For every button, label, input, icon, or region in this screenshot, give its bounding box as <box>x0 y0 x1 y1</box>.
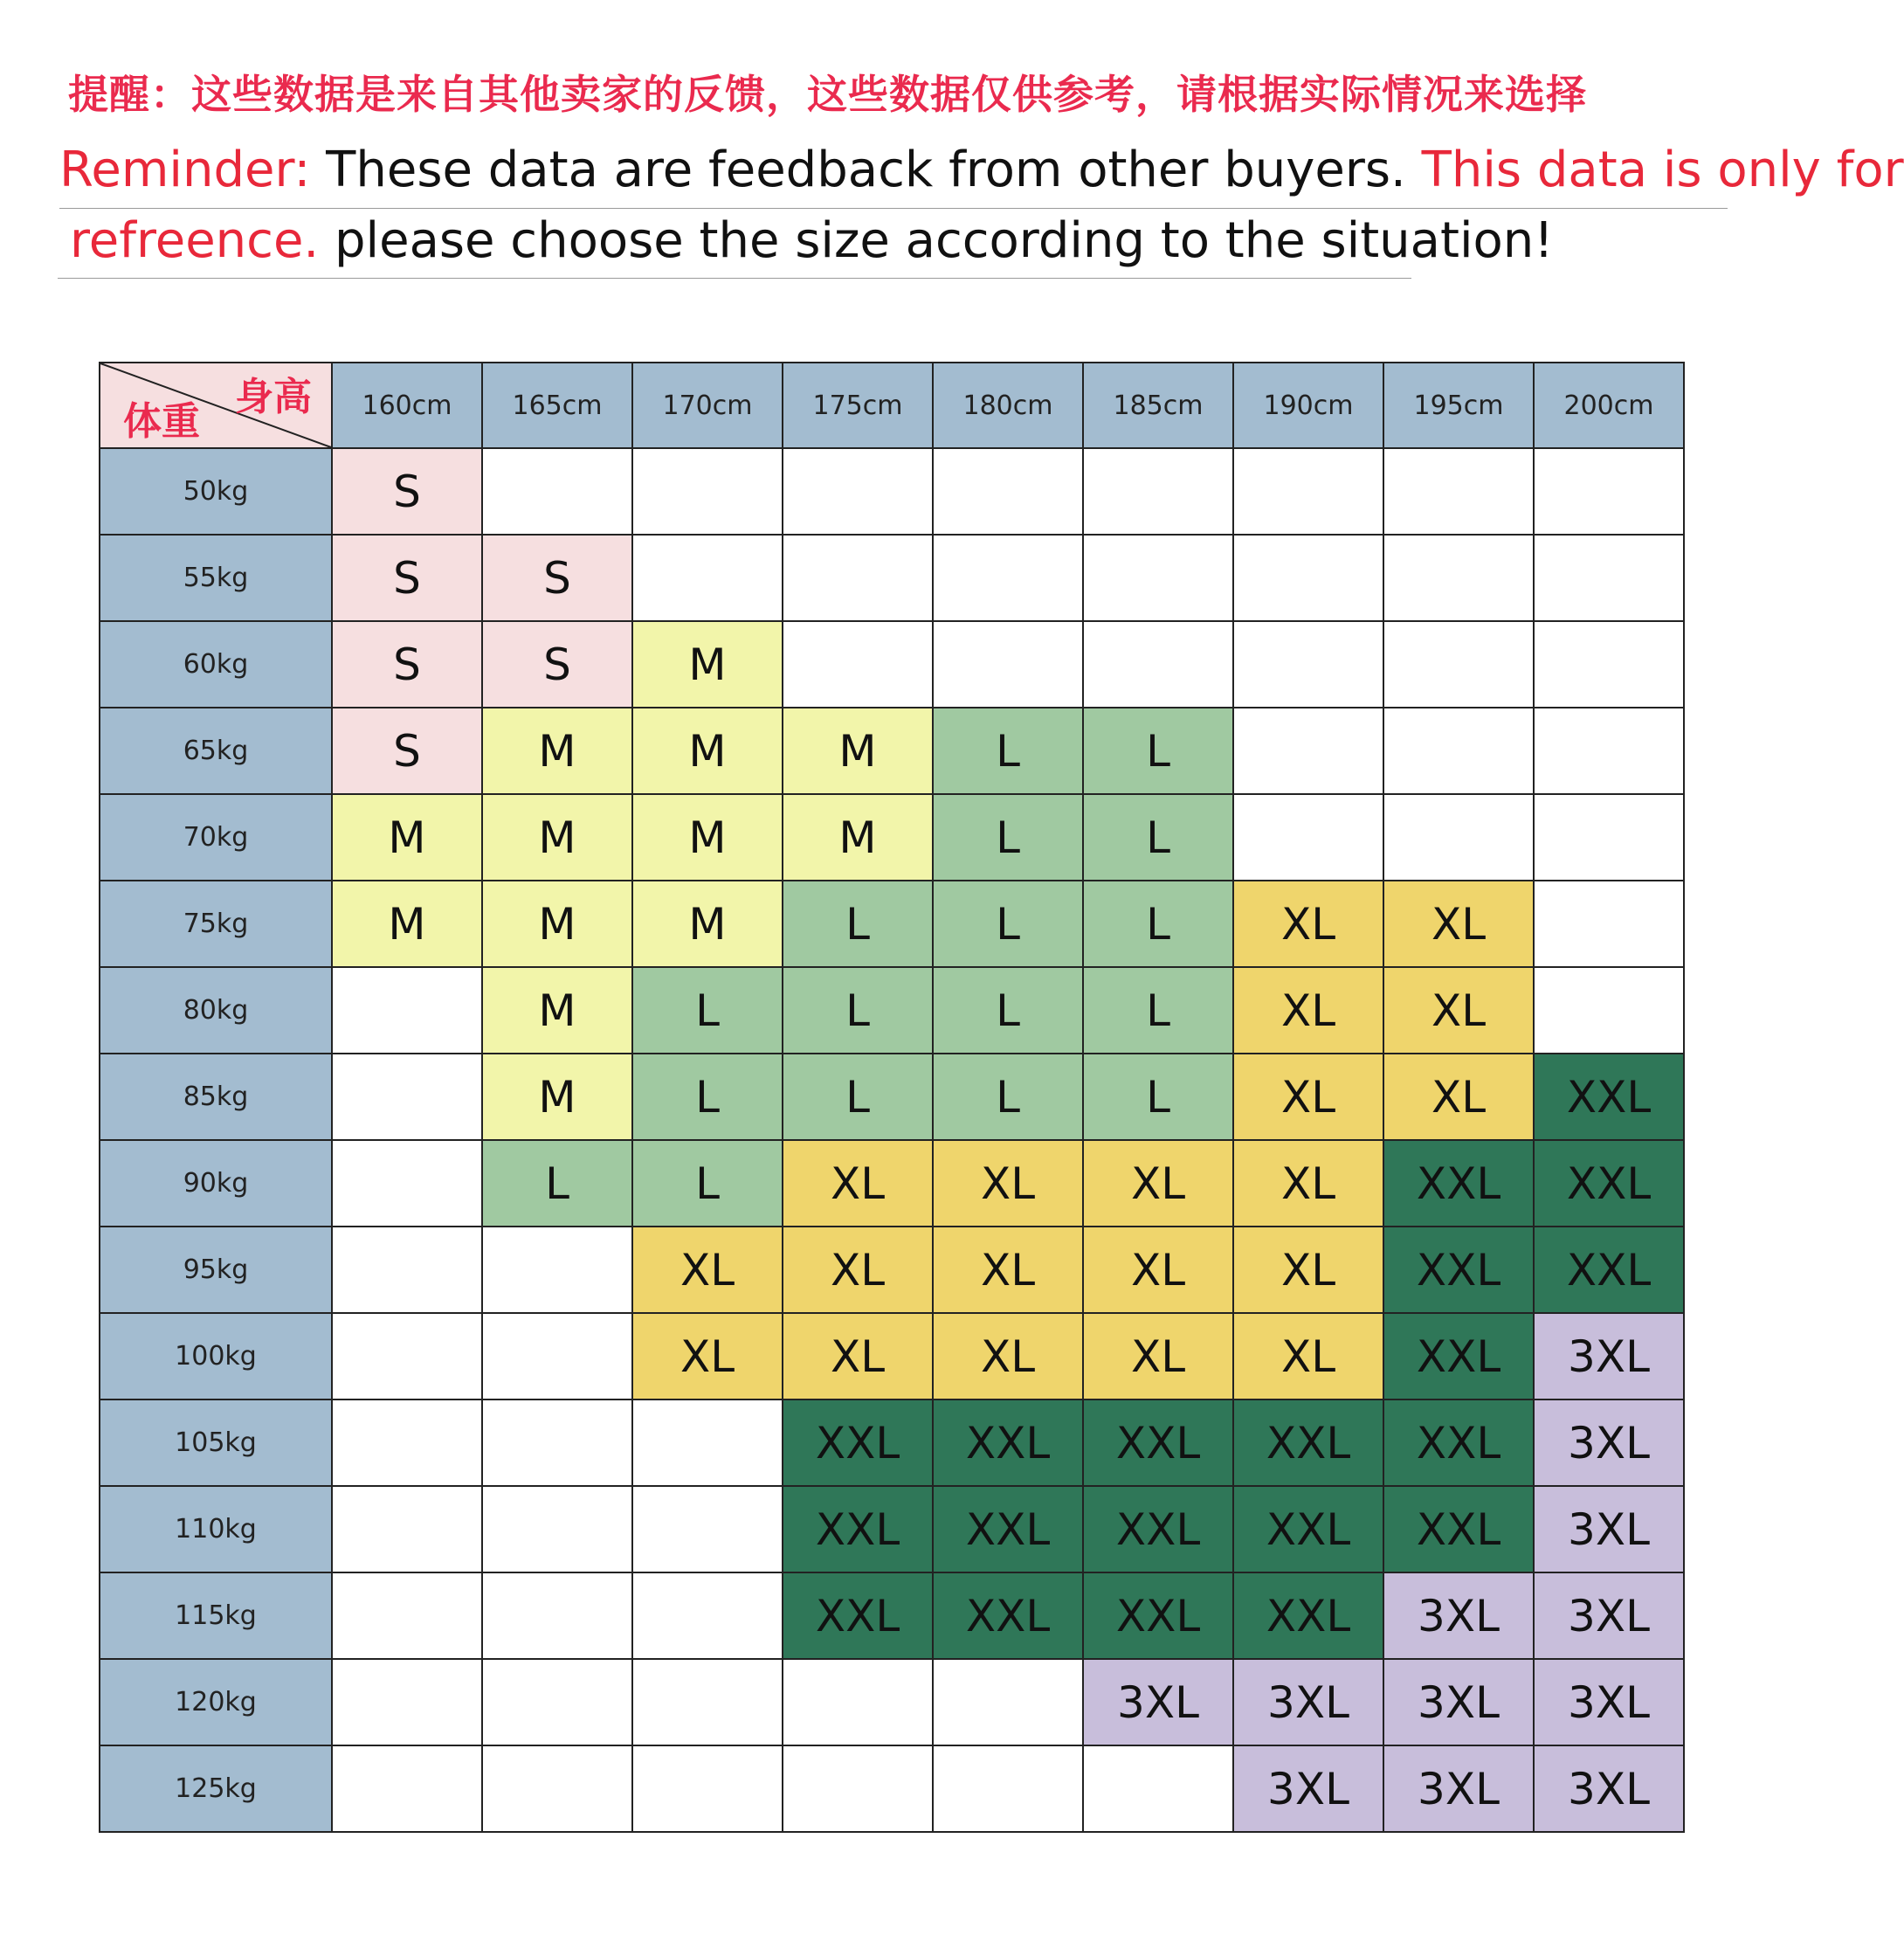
size-cell: 3XL <box>1534 1399 1684 1486</box>
size-cell: L <box>1083 1054 1233 1140</box>
size-cell <box>1083 621 1233 708</box>
size-cell <box>1383 708 1534 794</box>
size-cell <box>1383 621 1534 708</box>
size-cell: XL <box>1233 881 1383 967</box>
weight-label-110kg: 110kg <box>100 1486 332 1572</box>
size-cell: 3XL <box>1383 1572 1534 1659</box>
size-cell: XXL <box>1233 1486 1383 1572</box>
size-cell: S <box>332 535 482 621</box>
size-cell: S <box>332 621 482 708</box>
table-row <box>100 1313 1684 1399</box>
size-cell: XL <box>632 1227 783 1313</box>
height-header-195cm: 195cm <box>1383 363 1534 448</box>
size-cell: XXL <box>933 1572 1083 1659</box>
size-cell <box>1233 708 1383 794</box>
height-header-180cm: 180cm <box>933 363 1083 448</box>
size-cell <box>1233 794 1383 881</box>
size-cell: M <box>482 794 632 881</box>
size-cell: XXL <box>783 1486 933 1572</box>
size-cell <box>632 1399 783 1486</box>
size-cell: XXL <box>1233 1399 1383 1486</box>
table-row <box>100 1399 1684 1486</box>
size-cell <box>783 448 933 535</box>
size-cell: S <box>332 708 482 794</box>
chinese-reminder: 提醒：这些数据是来自其他卖家的反馈，这些数据仅供参考，请根据实际情况来选择 <box>68 71 1587 118</box>
size-cell: S <box>482 535 632 621</box>
size-cell: L <box>783 1054 933 1140</box>
size-cell <box>632 448 783 535</box>
size-cell <box>482 1313 632 1399</box>
size-cell: XXL <box>1233 1572 1383 1659</box>
table-row <box>100 1227 1684 1313</box>
height-header-200cm: 200cm <box>1534 363 1684 448</box>
size-cell <box>632 1572 783 1659</box>
weight-label-65kg: 65kg <box>100 708 332 794</box>
size-cell: L <box>1083 794 1233 881</box>
corner-cell <box>100 363 332 448</box>
height-header-185cm: 185cm <box>1083 363 1233 448</box>
size-cell: XXL <box>1534 1140 1684 1227</box>
size-cell: XXL <box>783 1572 933 1659</box>
size-cell <box>332 1140 482 1227</box>
size-cell: XL <box>783 1313 933 1399</box>
height-header-175cm: 175cm <box>783 363 933 448</box>
size-cell: L <box>783 881 933 967</box>
size-cell: L <box>933 881 1083 967</box>
size-cell: XL <box>1383 967 1534 1054</box>
size-cell: L <box>632 967 783 1054</box>
reminder-line-1 <box>59 142 1904 198</box>
size-cell <box>482 448 632 535</box>
size-cell <box>632 1745 783 1832</box>
reference-note-part2: refreence. <box>70 212 320 269</box>
size-cell: 3XL <box>1534 1659 1684 1745</box>
size-cell: XL <box>1233 1227 1383 1313</box>
size-cell <box>783 621 933 708</box>
reference-note-part1: This data is only for <box>1421 142 1904 198</box>
weight-label-70kg: 70kg <box>100 794 332 881</box>
height-header-190cm: 190cm <box>1233 363 1383 448</box>
size-cell: 3XL <box>1534 1313 1684 1399</box>
size-cell <box>1534 535 1684 621</box>
size-cell: XXL <box>1383 1227 1534 1313</box>
size-cell: M <box>783 794 933 881</box>
table-row <box>100 621 1684 708</box>
underline-1 <box>59 208 1728 209</box>
size-cell: XXL <box>1383 1313 1534 1399</box>
size-cell: M <box>332 881 482 967</box>
size-cell <box>933 621 1083 708</box>
table-row <box>100 1659 1684 1745</box>
size-cell <box>482 1227 632 1313</box>
table-row <box>100 1054 1684 1140</box>
table-row <box>100 448 1684 535</box>
size-cell: S <box>332 448 482 535</box>
size-cell: L <box>1083 967 1233 1054</box>
size-cell <box>1534 448 1684 535</box>
table-row <box>100 881 1684 967</box>
size-cell <box>1083 448 1233 535</box>
size-cell <box>1534 708 1684 794</box>
size-cell <box>332 1745 482 1832</box>
size-cell: M <box>482 881 632 967</box>
size-cell <box>332 967 482 1054</box>
size-cell <box>1534 794 1684 881</box>
size-cell <box>482 1745 632 1832</box>
weight-label-120kg: 120kg <box>100 1659 332 1745</box>
size-cell: M <box>482 967 632 1054</box>
reminder-line-2 <box>70 212 1554 269</box>
size-cell <box>332 1572 482 1659</box>
weight-label-105kg: 105kg <box>100 1399 332 1486</box>
weight-axis-label: 体重 <box>123 399 200 444</box>
size-cell: M <box>632 881 783 967</box>
size-cell <box>482 1486 632 1572</box>
size-cell <box>933 535 1083 621</box>
size-cell: XL <box>783 1227 933 1313</box>
size-cell: XL <box>1383 1054 1534 1140</box>
size-cell: M <box>783 708 933 794</box>
height-header-160cm: 160cm <box>332 363 482 448</box>
size-cell: L <box>482 1140 632 1227</box>
size-cell: XXL <box>1083 1399 1233 1486</box>
size-cell: L <box>632 1054 783 1140</box>
size-cell <box>1233 448 1383 535</box>
size-cell <box>1383 794 1534 881</box>
size-cell <box>1534 881 1684 967</box>
size-cell: S <box>482 621 632 708</box>
table-row <box>100 708 1684 794</box>
size-cell: XL <box>1233 967 1383 1054</box>
size-cell: M <box>482 1054 632 1140</box>
size-cell <box>1383 448 1534 535</box>
size-cell: M <box>632 708 783 794</box>
size-cell: XL <box>933 1140 1083 1227</box>
size-cell: XL <box>1083 1227 1233 1313</box>
size-cell: 3XL <box>1383 1745 1534 1832</box>
size-cell: XL <box>632 1313 783 1399</box>
size-cell: M <box>332 794 482 881</box>
size-cell <box>783 1745 933 1832</box>
size-cell <box>332 1659 482 1745</box>
size-cell: XXL <box>1383 1399 1534 1486</box>
size-cell: 3XL <box>1233 1659 1383 1745</box>
size-cell: XXL <box>1383 1140 1534 1227</box>
size-cell: XL <box>1083 1140 1233 1227</box>
size-cell <box>632 1486 783 1572</box>
size-cell <box>933 1745 1083 1832</box>
size-cell: M <box>632 794 783 881</box>
size-chart-table <box>99 362 1685 1833</box>
weight-label-85kg: 85kg <box>100 1054 332 1140</box>
size-cell <box>783 1659 933 1745</box>
size-cell: 3XL <box>1233 1745 1383 1832</box>
weight-label-100kg: 100kg <box>100 1313 332 1399</box>
size-cell: L <box>1083 708 1233 794</box>
size-cell: XL <box>1233 1140 1383 1227</box>
size-cell: XXL <box>1083 1572 1233 1659</box>
size-cell: 3XL <box>1534 1745 1684 1832</box>
size-cell: M <box>632 621 783 708</box>
size-cell: L <box>783 967 933 1054</box>
size-cell <box>1233 621 1383 708</box>
size-cell <box>933 1659 1083 1745</box>
table-row <box>100 535 1684 621</box>
size-chart-body <box>100 448 1684 1832</box>
weight-label-55kg: 55kg <box>100 535 332 621</box>
reminder-text: These data are feedback from other buyers. <box>310 142 1422 198</box>
table-row <box>100 1140 1684 1227</box>
size-cell: XXL <box>933 1399 1083 1486</box>
size-cell: L <box>632 1140 783 1227</box>
underline-2 <box>58 278 1411 279</box>
size-cell <box>783 535 933 621</box>
size-cell: XL <box>783 1140 933 1227</box>
size-cell <box>1083 1745 1233 1832</box>
size-cell <box>632 535 783 621</box>
size-cell: XL <box>1233 1313 1383 1399</box>
size-cell: XXL <box>933 1486 1083 1572</box>
height-axis-label: 身高 <box>235 375 312 419</box>
size-cell <box>332 1486 482 1572</box>
size-cell <box>482 1572 632 1659</box>
size-cell: 3XL <box>1534 1572 1684 1659</box>
weight-label-125kg: 125kg <box>100 1745 332 1832</box>
size-cell <box>482 1399 632 1486</box>
size-cell: L <box>933 708 1083 794</box>
size-cell <box>332 1054 482 1140</box>
table-row <box>100 1745 1684 1832</box>
height-header-165cm: 165cm <box>482 363 632 448</box>
size-cell: 3XL <box>1534 1486 1684 1572</box>
size-cell: XL <box>1083 1313 1233 1399</box>
weight-label-50kg: 50kg <box>100 448 332 535</box>
size-cell: XL <box>1233 1054 1383 1140</box>
size-cell: L <box>1083 881 1233 967</box>
size-cell <box>1083 535 1233 621</box>
size-cell: 3XL <box>1083 1659 1233 1745</box>
size-cell <box>1534 621 1684 708</box>
size-cell: XXL <box>1083 1486 1233 1572</box>
table-row <box>100 1572 1684 1659</box>
size-cell <box>1534 967 1684 1054</box>
size-cell <box>332 1313 482 1399</box>
size-cell <box>482 1659 632 1745</box>
table-row <box>100 794 1684 881</box>
weight-label-60kg: 60kg <box>100 621 332 708</box>
size-cell: XL <box>933 1227 1083 1313</box>
size-cell: L <box>933 967 1083 1054</box>
weight-label-95kg: 95kg <box>100 1227 332 1313</box>
weight-label-90kg: 90kg <box>100 1140 332 1227</box>
size-cell <box>1383 535 1534 621</box>
size-cell: XXL <box>1383 1486 1534 1572</box>
table-row <box>100 967 1684 1054</box>
weight-label-115kg: 115kg <box>100 1572 332 1659</box>
size-cell: XL <box>933 1313 1083 1399</box>
height-header-170cm: 170cm <box>632 363 783 448</box>
weight-label-80kg: 80kg <box>100 967 332 1054</box>
size-cell <box>332 1399 482 1486</box>
size-cell: XXL <box>1534 1054 1684 1140</box>
weight-label-75kg: 75kg <box>100 881 332 967</box>
size-cell: XXL <box>1534 1227 1684 1313</box>
size-cell <box>1233 535 1383 621</box>
size-cell: M <box>482 708 632 794</box>
size-cell <box>632 1659 783 1745</box>
size-cell <box>332 1227 482 1313</box>
size-cell: XL <box>1383 881 1534 967</box>
size-cell: L <box>933 794 1083 881</box>
table-row <box>100 1486 1684 1572</box>
choose-size-text: please choose the size according to the situation! <box>319 212 1554 269</box>
size-cell: XXL <box>783 1399 933 1486</box>
size-cell: L <box>933 1054 1083 1140</box>
reminder-label: Reminder: <box>59 142 311 198</box>
height-header-row <box>100 363 1684 448</box>
size-cell <box>933 448 1083 535</box>
size-cell: 3XL <box>1383 1659 1534 1745</box>
